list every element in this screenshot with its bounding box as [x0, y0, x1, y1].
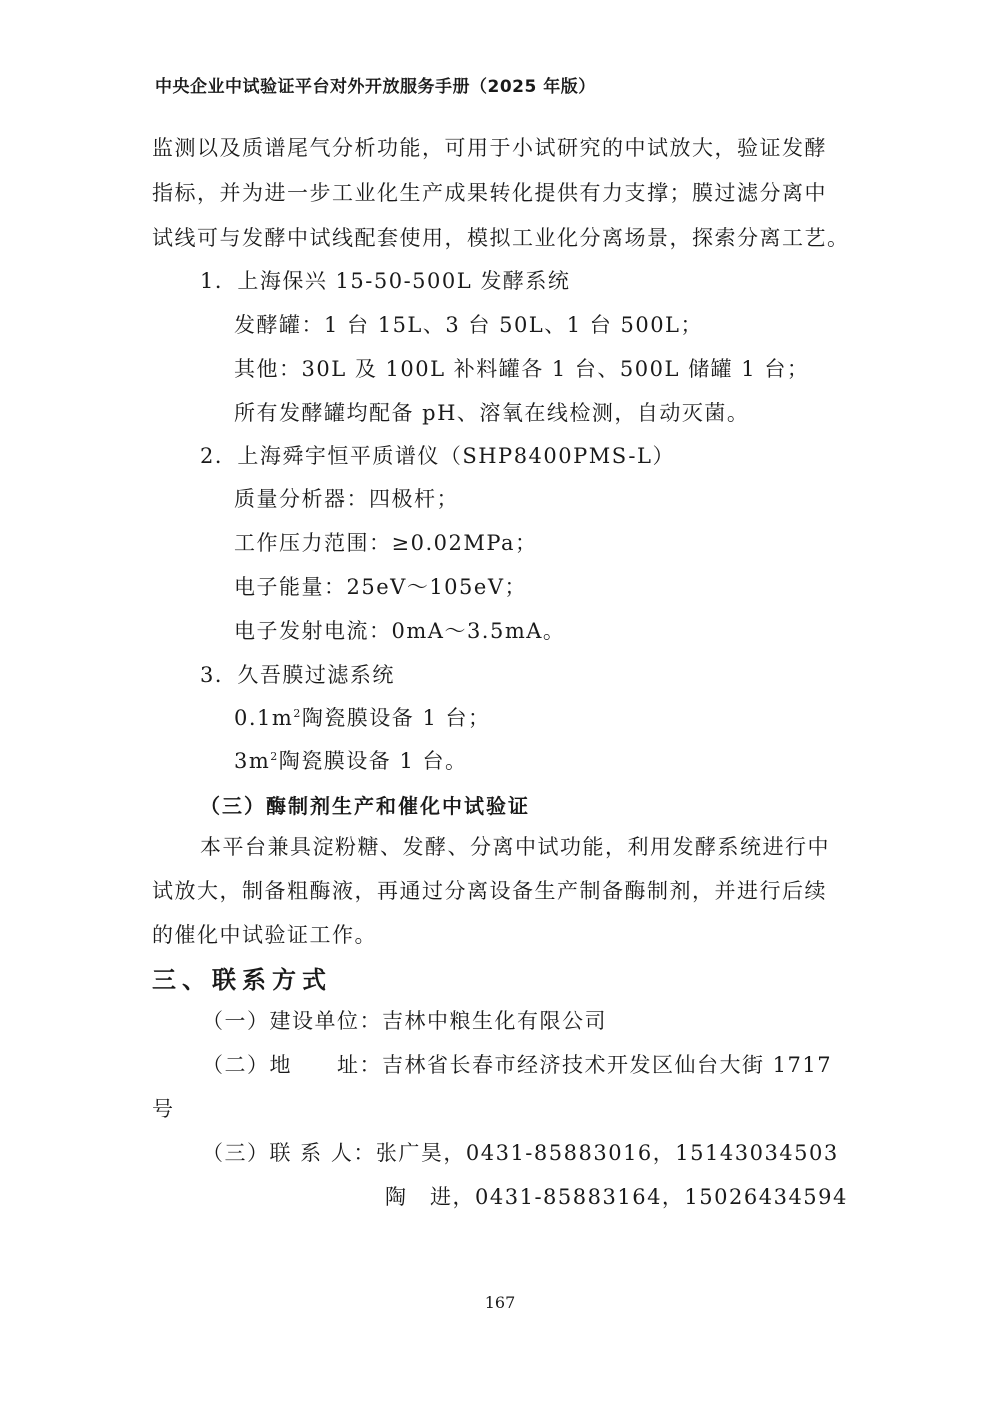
section-3-heading: （三）酶制剂生产和催化中试验证 [200, 794, 530, 818]
equipment-3-title: 3．久吾膜过滤系统 [200, 663, 395, 687]
contact-person-2: 陶 进，0431-85883164，15026434594 [385, 1185, 848, 1209]
equipment-2-title: 2．上海舜宇恒平质谱仪（SHP8400PMS-L） [200, 444, 675, 468]
intro-line-3: 试线可与发酵中试线配套使用，模拟工业化分离场景，探索分离工艺。 [152, 226, 850, 250]
intro-line-1: 监测以及质谱尾气分析功能，可用于小试研究的中试放大，验证发酵 [152, 136, 827, 160]
equipment-2-detail-3: 电子能量：25eV～105eV； [234, 575, 527, 599]
contact-address-wrap: 号 [152, 1097, 175, 1121]
contact-address-value: 吉林省长春市经济技术开发区仙台大街 1717 [382, 1053, 833, 1077]
equipment-2-detail-2: 工作压力范围：≥0.02MPa； [234, 531, 538, 555]
page-number: 167 [484, 1293, 516, 1312]
section-3-line-3: 的催化中试验证工作。 [152, 923, 377, 947]
equipment-1-title: 1．上海保兴 15-50-500L 发酵系统 [200, 269, 571, 293]
intro-line-2: 指标，并为进一步工业化生产成果转化提供有力支撑；膜过滤分离中 [152, 181, 827, 205]
equipment-2-detail-4: 电子发射电流：0mA～3.5mA。 [234, 619, 566, 643]
section-3-line-2: 试放大，制备粗酶液，再通过分离设备生产制备酶制剂，并进行后续 [152, 879, 827, 903]
equipment-1-detail-3: 所有发酵罐均配备 pH、溶氧在线检测，自动灭菌。 [234, 401, 750, 425]
page-header: 中央企业中试验证平台对外开放服务手册（2025 年版） [155, 77, 596, 97]
contact-address-label: （二）地 址： [202, 1053, 382, 1077]
contact-person-1-value: 张广昊，0431-85883016，15143034503 [375, 1141, 839, 1165]
contact-address [202, 1050, 832, 1080]
contact-unit-label: （一）建设单位： [202, 1009, 382, 1033]
equipment-1-detail-2: 其他：30L 及 100L 补料罐各 1 台、500L 储罐 1 台； [234, 357, 810, 381]
contact-unit-value: 吉林中粮生化有限公司 [382, 1009, 607, 1033]
equipment-1-detail-1: 发酵罐：1 台 15L、3 台 50L、1 台 500L； [234, 313, 703, 337]
contact-person-1 [202, 1138, 839, 1168]
equipment-2-detail-1: 质量分析器：四极杆； [234, 487, 459, 511]
section-3-line-1: 本平台兼具淀粉糖、发酵、分离中试功能，利用发酵系统进行中 [200, 835, 830, 859]
equipment-3-detail-1: $0.1m^2$陶瓷膜设备 1 台； [234, 706, 491, 730]
contact-unit [202, 1006, 607, 1036]
contact-person-label: （三）联 系 人： [202, 1141, 376, 1165]
contact-heading: 三、联系方式 [152, 966, 332, 994]
equipment-3-detail-2: $3m^2$陶瓷膜设备 1 台。 [234, 749, 468, 773]
